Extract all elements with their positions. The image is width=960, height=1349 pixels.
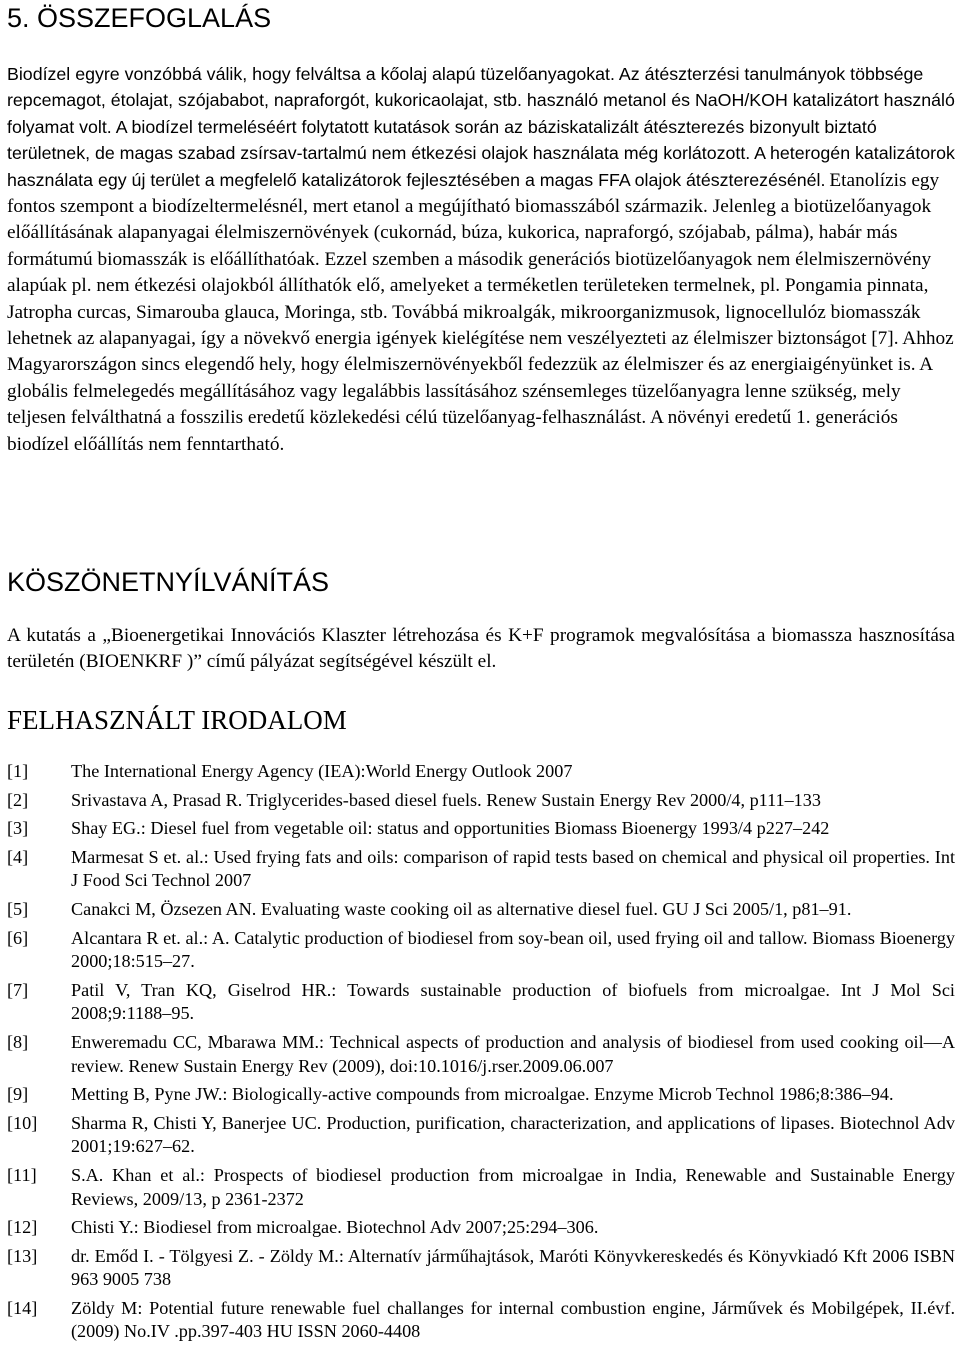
reference-text: Sharma R, Chisti Y, Banerjee UC. Production, purification, characterization, and applications of lipases. Biotechnol Adv 2001;19:627–62. xyxy=(71,1112,955,1157)
reference-number: [2] xyxy=(7,789,29,810)
reference-number: [9] xyxy=(7,1084,29,1105)
reference-text: Chisti Y.: Biodiesel from microalgae. Biotechnol Adv 2007;25:294–306. xyxy=(71,1217,599,1238)
reference-item xyxy=(7,1297,955,1344)
reference-number: [8] xyxy=(7,1031,29,1052)
reference-number: [12] xyxy=(7,1217,38,1238)
reference-item xyxy=(7,1216,955,1240)
reference-item xyxy=(7,1112,955,1159)
summary-body xyxy=(7,61,955,458)
reference-number: [6] xyxy=(7,927,29,948)
reference-text: Alcantara R et. al.: A. Catalytic production of biodiesel from soy-bean oil, used frying oil and tallow. Biomass Bioenergy 2000;18:515–27. xyxy=(71,927,955,972)
reference-item xyxy=(7,846,955,893)
reference-text: Patil V, Tran KQ, Giselrod HR.: Towards sustainable production of biofuels from microalgae. Int J Mol Sci 2008;9:1188–95. xyxy=(71,979,955,1024)
reference-item xyxy=(7,1245,955,1292)
reference-item xyxy=(7,760,955,784)
reference-number: [5] xyxy=(7,898,29,919)
references-heading: FELHASZNÁLT IRODALOM xyxy=(7,705,347,735)
reference-text: S.A. Khan et al.: Prospects of biodiesel production from microalgae in India, Renewable and Sustainable Energy Reviews, 2009/13, p 2361-2372 xyxy=(71,1164,955,1209)
reference-list xyxy=(7,760,955,1349)
reference-item xyxy=(7,979,955,1026)
reference-text: Shay EG.: Diesel fuel from vegetable oil: status and opportunities Biomass Bioenergy 1993/4 p227–242 xyxy=(71,818,830,839)
reference-item xyxy=(7,817,955,841)
reference-text: The International Energy Agency (IEA):World Energy Outlook 2007 xyxy=(71,761,573,781)
reference-number: [4] xyxy=(7,846,29,867)
reference-item xyxy=(7,789,955,813)
reference-number: [3] xyxy=(7,818,29,839)
acknowledgement-heading: KÖSZÖNETNYÍLVÁNÍTÁS xyxy=(7,567,330,597)
reference-item xyxy=(7,898,955,922)
acknowledgement-paragraph: A kutatás a „Bioenergetikai Innovációs Klaszter létrehozása és K+F programok megvalósítása a biomassza hasznosítása területén (BIOENKRF )” című pályázat segítségével készült el. xyxy=(7,625,955,673)
reference-text: Canakci M, Özsezen AN. Evaluating waste cooking oil as alternative diesel fuel. GU J Sci 2005/1, p81–91. xyxy=(71,898,852,919)
reference-text: dr. Emőd I. - Tölgyesi Z. - Zöldy M.: Alternatív járműhajtások, Maróti Könyvkereskedés és Könyvkiadó Kft 2006 ISBN 963 9005 738 xyxy=(71,1245,955,1290)
reference-text: Marmesat S et. al.: Used frying fats and oils: comparison of rapid tests based on chemical and physical oil properties. Int J Food Sci Technol 2007 xyxy=(71,846,955,891)
reference-number: [11] xyxy=(7,1164,37,1185)
reference-text: Zöldy M: Potential future renewable fuel challanges for internal combustion engine, Járművek és Mobilgépek, II.évf. (2009) No.IV .pp.397-403 HU ISSN 2060-4408 xyxy=(71,1297,955,1342)
reference-number: [13] xyxy=(7,1245,38,1266)
reference-number: [7] xyxy=(7,979,29,1000)
reference-text: Srivastava A, Prasad R. Triglycerides-based diesel fuels. Renew Sustain Energy Rev 2000/4, p111–133 xyxy=(71,789,821,810)
summary-paragraph-sans: Biodízel egyre vonzóbbá válik, hogy felváltsa a kőolaj alapú tüzelőanyagokat. Az átészterzési tanulmányok többsége repcemagot, étolajat, szójababot, napraforgót, kukoricaolajat, stb. használó metanol és NaOH/KOH katalizátort használó folyamat volt. A biodízel termeléséért folytatott kutatások során az báziskatalizált átészterezés bizonyult biztató területnek, de magas szabad zsírsav-tartalmú nem étkezési olajok használata még korlátozott. A heterogén katalizátorok használata egy új terület a megfelelő katalizátorok fejlesztésében a magas FFA olajok átészterezésénél. xyxy=(7,64,955,190)
reference-number: [1] xyxy=(7,761,29,781)
reference-number: [14] xyxy=(7,1297,38,1318)
reference-text: Enweremadu CC, Mbarawa MM.: Technical aspects of production and analysis of biodiesel from used cooking oil—A review. Renew Sustain Energy Rev (2009), doi:10.1016/j.rser.2009.06.007 xyxy=(71,1031,955,1076)
reference-item xyxy=(7,1031,955,1078)
summary-heading: 5. ÖSSZEFOGLALÁS xyxy=(7,3,272,33)
reference-text: Metting B, Pyne JW.: Biologically-active compounds from microalgae. Enzyme Microb Technol 1986;8:386–94. xyxy=(71,1084,894,1105)
reference-item xyxy=(7,927,955,974)
reference-number: [10] xyxy=(7,1112,38,1133)
reference-item xyxy=(7,1083,955,1107)
summary-paragraph-serif: Etanolízis egy fontos szempont a biodízeltermelésnél, mert etanol a megújítható biomasszából származik. Jelenleg a biotüzelőanyagok előállításának alapanyagai élelmiszernövények (cukornád, búza, kukorica, napraforgó, szójabab, pálma), habár más formátumú biomasszák is előállíthatóak. Ezzel szemben a második generációs biotüzelőanyagok nem élelmiszernövény alapúak pl. nem étkezési olajokból állíthatók elő, amelyeket a terméketlen területeken termelnek, pl. Pongamia pinnata, Jatropha curcas, Simarouba glauca, Moringa, stb. Továbbá mikroalgák, mikroorganizmusok, lignocellulóz biomasszák lehetnek az alapanyagai, így a növekvő energia igények kielégítése nem veszélyezteti az élelmiszer biztonságot [7]. Ahhoz Magyarországon sincs elegendő hely, hogy élelmiszernövényekből fedezzük az élelmiszer és az energiaigényünket is. A globális felmelegedés megállításához vagy legalábbis lassításához szénsemleges tüzelőanyagra lenne szükség, mely teljesen felválthatná a fosszilis eredetű közlekedési célú tüzelőanyag-felhasználást. A növényi eredetű 1. generációs biodízel előállítás nem fenntartható. xyxy=(7,169,954,455)
reference-item xyxy=(7,1164,955,1211)
